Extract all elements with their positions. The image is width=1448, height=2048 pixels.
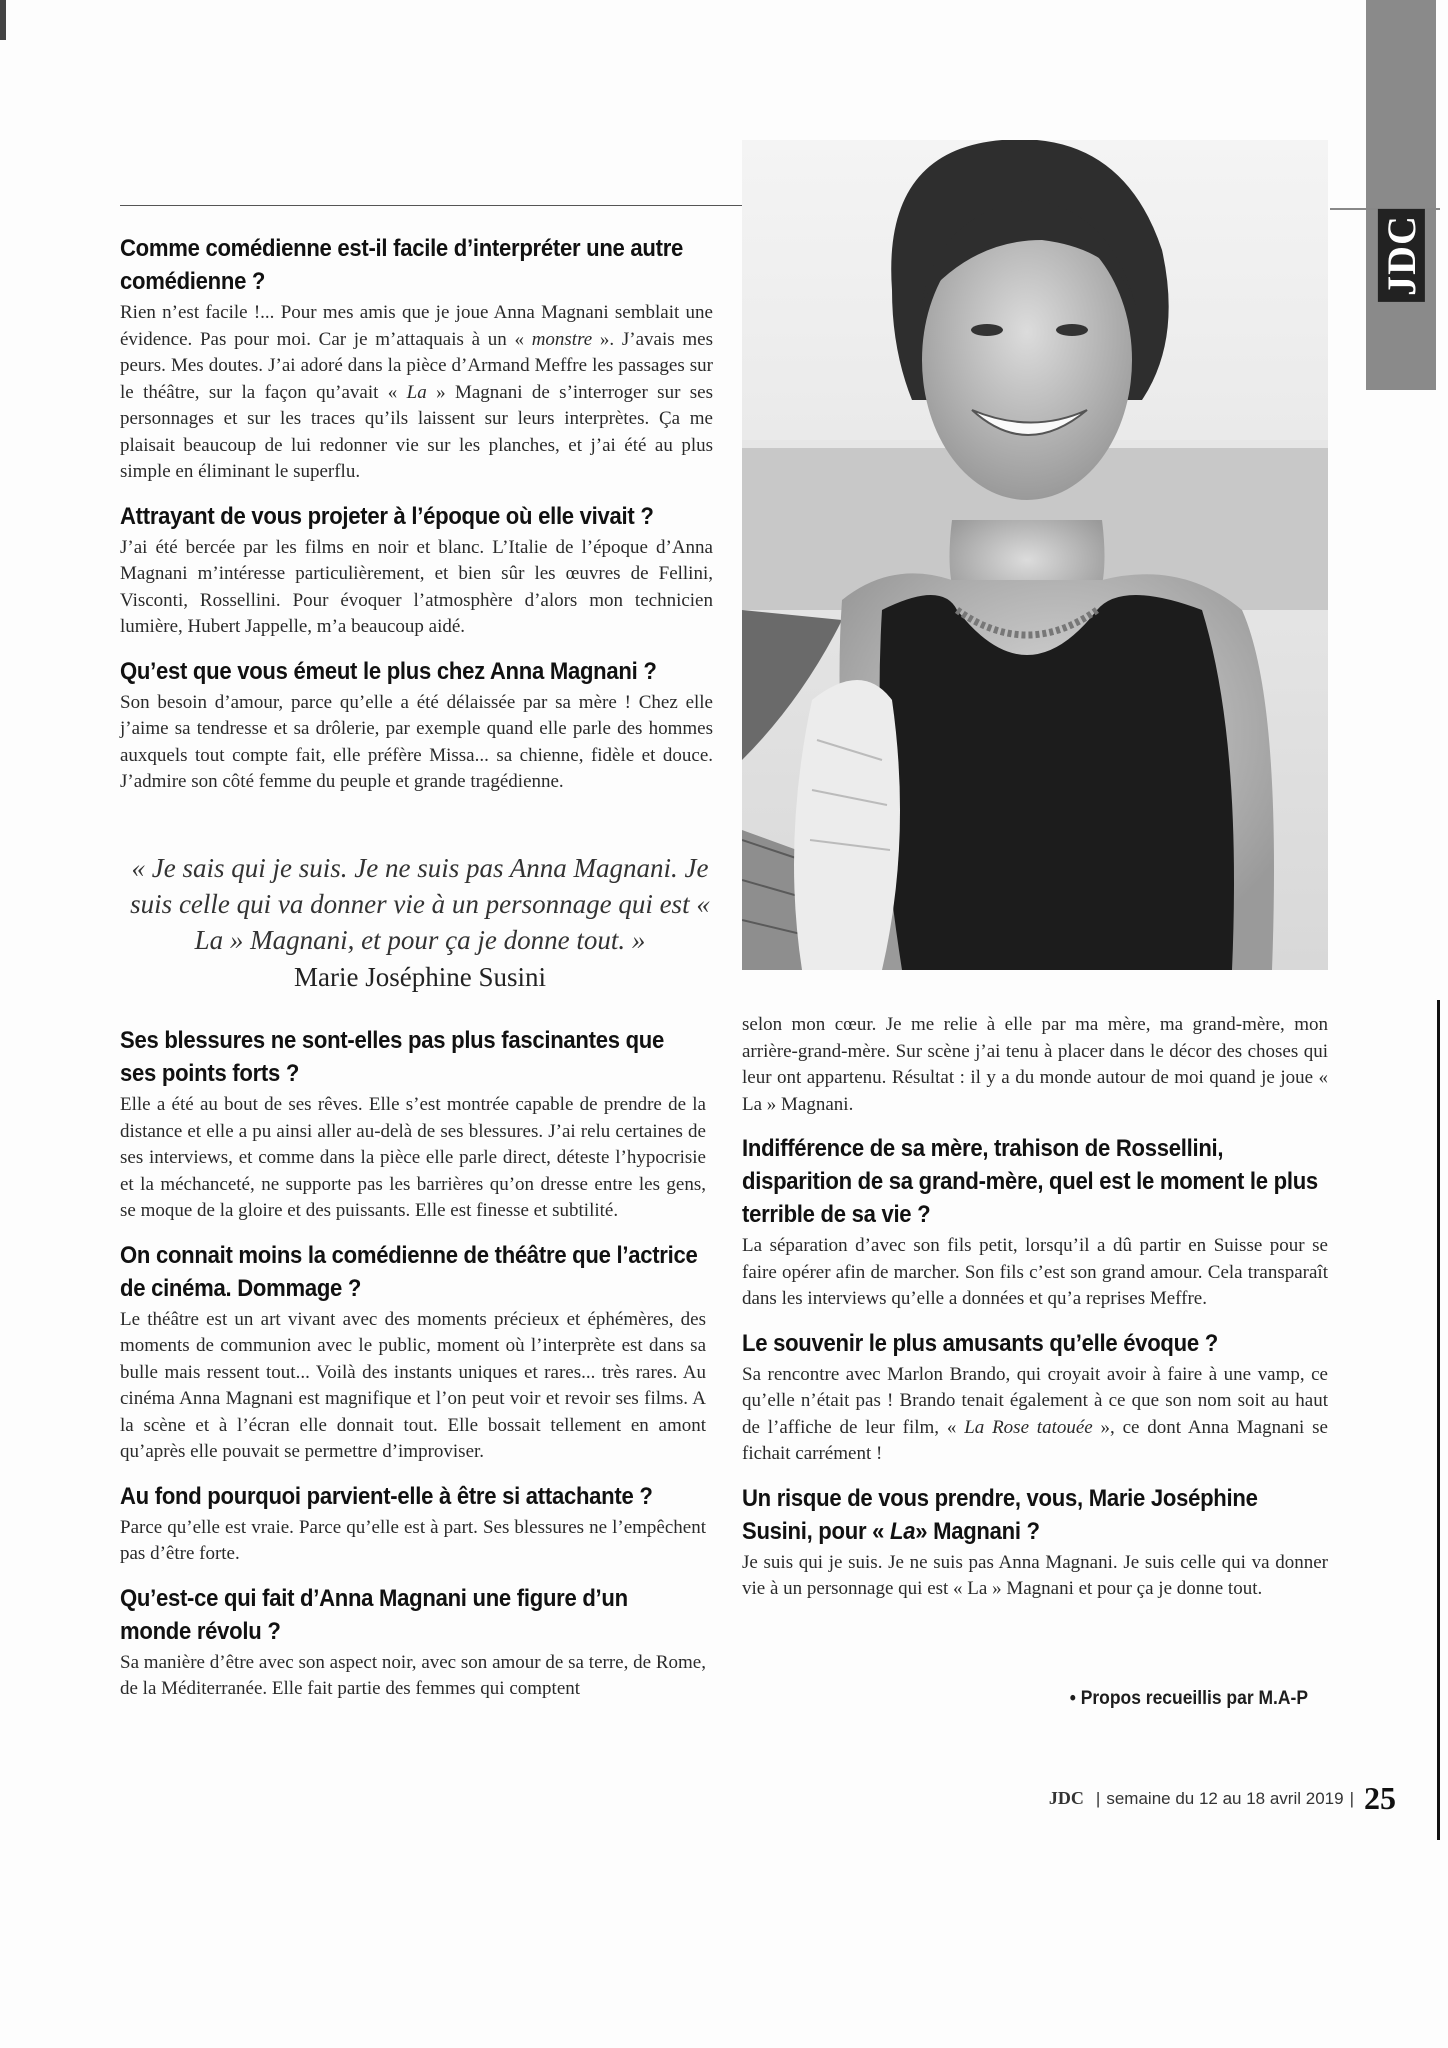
left-column-top xyxy=(120,232,713,796)
question-heading: Qu’est-ce qui fait d’Anna Magnani une figure d’un monde révolu ? xyxy=(120,1584,628,1645)
left-column-bottom xyxy=(120,1024,706,1703)
answer-text: Sa manière d’être avec son aspect noir, avec son amour de sa terre, de Rome, de la Méditerranée. Elle fait partie des femmes qui comptent xyxy=(120,1651,706,1699)
side-tab-label: JDC xyxy=(1366,210,1436,300)
question-heading: Indifférence de sa mère, trahison de Rossellini, disparition de sa grand-mère, quel est le moment le plus terrible de sa vie ? xyxy=(742,1135,1318,1228)
footer-separator: | xyxy=(1095,1788,1101,1808)
question-heading: Ses blessures ne sont-elles pas plus fascinantes que ses points forts ? xyxy=(120,1027,665,1087)
question-heading: Comme comédienne est-il facile d’interpréter une autre comédienne ? xyxy=(120,235,684,295)
pull-quote: « Je sais qui je suis. Je ne suis pas Anna Magnani. Je suis celle qui va donner vie à un personnage qui est « La » Magnani, et pour ça je donne tout. » xyxy=(130,853,710,955)
footer-brand: JDC xyxy=(1048,1788,1084,1808)
answer-text: Son besoin d’amour, parce qu’elle a été délaissée par sa mère ! Chez elle j’aime sa tendresse et sa drôlerie, par exemple quand elle parle des hommes auxquels tout compte fait, elle préfère Missa... sa chienne, fidèle et douce. J’admire son côté femme du peuple et grande tragédienne. xyxy=(120,691,713,792)
footer-issue: semaine du 12 au 18 avril 2019 xyxy=(1106,1788,1344,1808)
scan-edge xyxy=(0,0,6,40)
question-heading: Un risque de vous prendre, vous, Marie Joséphine Susini, pour « La» Magnani ? xyxy=(742,1484,1258,1545)
answer-text: La séparation d’avec son fils petit, lorsqu’il a dû partir en Suisse pour se faire opérer afin de marcher. Son fils c’est son grand amour. Cela transparaît dans les interviews qu’elle a données et qu’a reprises Meffre. xyxy=(742,1235,1328,1309)
question-heading: Le souvenir le plus amusants qu’elle évoque ? xyxy=(742,1329,1218,1357)
footer-separator: | xyxy=(1349,1788,1354,1808)
answer-text: Le théâtre est un art vivant avec des moments précieux et éphémères, des moments de communion avec le public, moment où l’interprète est dans sa bulle mais ressent tout... Voilà des instants uniques et rares... très rares. Au cinéma Anna Magnani est magnifique et l’on peut voir et revoir ses films. A la scène et à l’écran elle donnait tout. Elle bossait tellement en amont qu’après elle pouvait se permettre d’improviser. xyxy=(120,1308,706,1462)
answer-continuation: selon mon cœur. Je me relie à elle par ma mère, ma grand-mère, mon arrière-grand-mère. Sur scène j’ai tenu à placer dans le décor des choses qui leur ont appartenu. Résultat : il y a du monde autour de moi quand je joue « La » Magnani. xyxy=(742,1014,1328,1115)
byline: • Propos recueillis par M.A-P xyxy=(1069,1688,1308,1709)
question-heading: On connait moins la comédienne de théâtre que l’actrice de cinéma. Dommage ? xyxy=(120,1241,698,1302)
question-heading: Qu’est que vous émeut le plus chez Anna Magnani ? xyxy=(120,657,657,685)
divider xyxy=(120,205,745,206)
answer-text: Parce qu’elle est vraie. Parce qu’elle est à part. Ses blessures ne l’empêchent pas d’être forte. xyxy=(120,1516,706,1564)
side-tab xyxy=(1366,0,1436,390)
question-heading: Au fond pourquoi parvient-elle à être si attachante ? xyxy=(120,1482,653,1510)
question-heading: Attrayant de vous projeter à l’époque où elle vivait ? xyxy=(120,502,654,530)
answer-text: Rien n’est facile !... Pour mes amis que je joue Anna Magnani semblait une évidence. Pas pour moi. Car je m’attaquais à un « monstre ». J’avais mes peurs. Mes doutes. J’ai adoré dans la pièce d’Armand Meffre les passages sur le théâtre, sur la façon qu’avait « La » Magnani de s’interroger sur ses personnages et sur les traces qu’ils laissent sur leurs interprètes. Ça me plaisait beaucoup de lui redonner vie sur les planches, et j’ai été au plus simple en éliminant le superflu. xyxy=(120,302,713,482)
answer-text: Je suis qui je suis. Je ne suis pas Anna Magnani. Je suis celle qui va donner vie à un personnage qui est « La » Magnani et pour ça je donne tout. xyxy=(742,1551,1328,1599)
pull-quote-author: Marie Joséphine Susini xyxy=(294,962,546,992)
answer-text: Sa rencontre avec Marlon Brando, qui croyait avoir à faire à une vamp, ce qu’elle n’était pas ! Brando tenait également à ce que son nom soit au haut de l’affiche de leur film, « La Rose tatouée », ce dont Anna Magnani se fichait carrément ! xyxy=(742,1363,1328,1464)
right-column-bottom xyxy=(742,1012,1328,1603)
answer-text: Elle a été au bout de ses rêves. Elle s’est montrée capable de prendre de la distance et elle a pu ainsi aller au-delà de ses blessures. J’ai relu certaines de ses interviews, et comme dans la pièce elle parle direct, déteste l’hypocrisie et la méchanceté, ne supporte pas les barrières qu’on dresse entre les gens, se moque de la gloire et des puissants. Elle est finesse et subtilité. xyxy=(120,1094,706,1221)
scan-edge xyxy=(1437,1000,1440,1840)
page-number: 25 xyxy=(1364,1780,1396,1816)
page-footer xyxy=(1000,1780,1396,1817)
portrait-photo xyxy=(742,140,1328,970)
answer-text: J’ai été bercée par les films en noir et blanc. L’Italie de l’époque d’Anna Magnani m’intéresse particulièrement, et bien sûr les œuvres de Fellini, Visconti, Rossellini. Pour évoquer l’atmosphère d’alors mon technicien lumière, Hubert Jappelle, m’a beaucoup aidé. xyxy=(120,536,713,637)
